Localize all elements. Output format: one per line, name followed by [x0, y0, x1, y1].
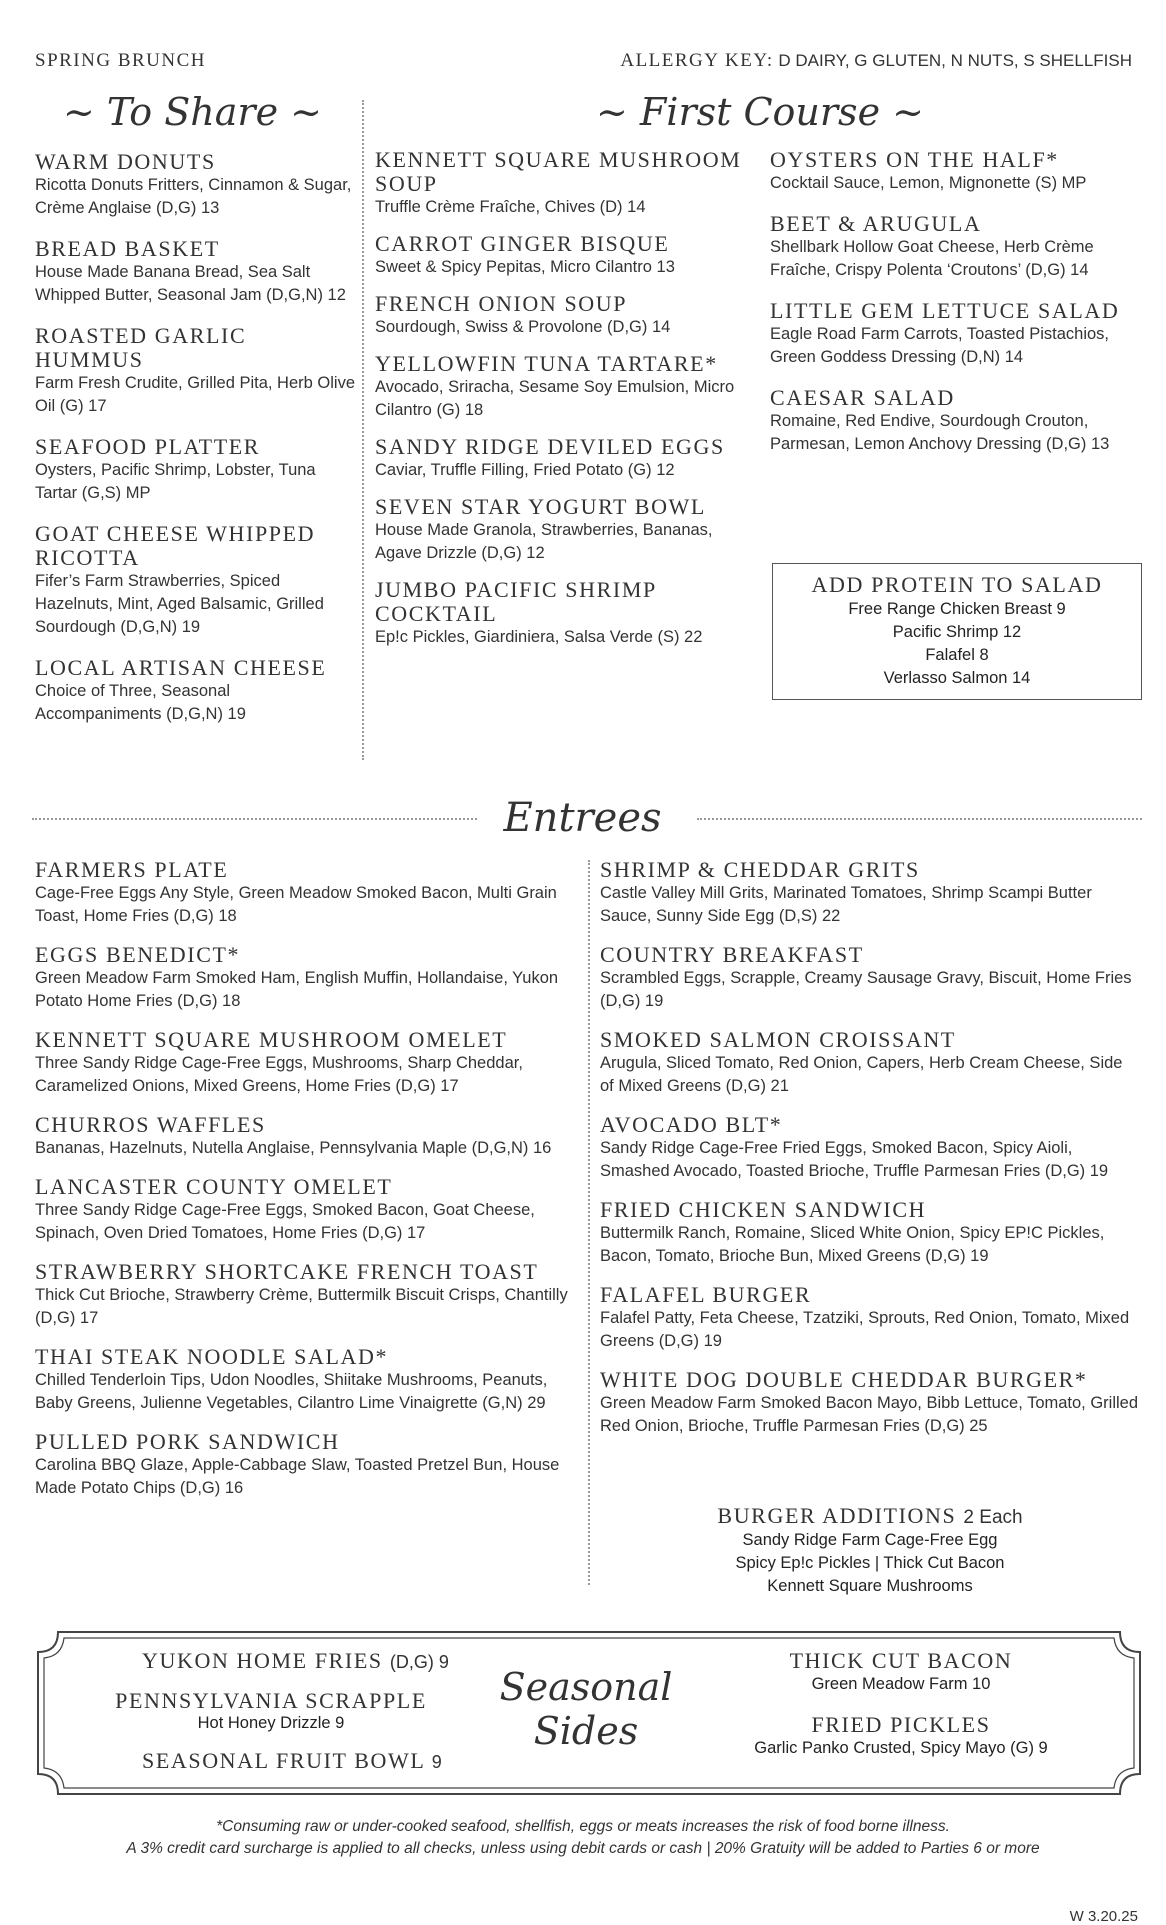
- menu-item-name: FALAFEL BURGER: [600, 1282, 812, 1307]
- menu-item-description: House Made Banana Bread, Sea Salt Whipped Butter, Seasonal Jam (D,G,N) 12: [35, 263, 346, 304]
- menu-item-name: ROASTED GARLIC HUMMUS: [35, 323, 247, 372]
- burger-addition-item: Sandy Ridge Farm Cage-Free Egg: [742, 1531, 998, 1549]
- surcharge-disclaimer: A 3% credit card surcharge is applied to all checks, unless using debit cards or cash | 20% Gratuity will be added to Parties 6 or more: [126, 1840, 1040, 1857]
- menu-item: [770, 212, 1140, 282]
- menu-item-description: Oysters, Pacific Shrimp, Lobster, Tuna Tartar (G,S) MP: [35, 461, 316, 502]
- menu-item-description: Sweet & Spicy Pepitas, Micro Cilantro 13: [375, 258, 675, 276]
- menu-item-description: Caviar, Truffle Filling, Fried Potato (G) 12: [375, 461, 675, 479]
- allergy-key-text: D DAIRY, G GLUTEN, N NUTS, S SHELLFISH: [778, 51, 1132, 70]
- menu-item: [375, 435, 755, 482]
- menu-item: [600, 1028, 1140, 1098]
- menu-item-name: LITTLE GEM LETTUCE SALAD: [770, 298, 1120, 323]
- menu-item: [35, 150, 355, 220]
- menu-item-description: Green Meadow Farm Smoked Ham, English Muffin, Hollandaise, Yukon Potato Home Fries (D,G) 18: [35, 969, 559, 1010]
- seasonal-sides-box: [36, 1630, 1142, 1796]
- menu-item-name: KENNETT SQUARE MUSHROOM OMELET: [35, 1027, 508, 1052]
- entrees-rule-left: [32, 818, 477, 820]
- menu-item-description: Bananas, Hazelnuts, Nutella Anglaise, Pennsylvania Maple (D,G,N) 16: [35, 1139, 552, 1157]
- menu-item-name: EGGS BENEDICT*: [35, 942, 241, 967]
- menu-item: [600, 1113, 1140, 1183]
- menu-item-description: Shellbark Hollow Goat Cheese, Herb Crème Fraîche, Crispy Polenta ‘Croutons’ (D,G) 14: [770, 238, 1094, 279]
- menu-item-description: Sandy Ridge Cage-Free Fried Eggs, Smoked Bacon, Spicy Aioli, Smashed Avocado, Toasted Brioche, Truffle Parmesan Fries (D,G) 19: [600, 1139, 1109, 1180]
- menu-item-name: AVOCADO BLT*: [600, 1112, 783, 1137]
- side-scrapple-desc: Hot Honey Drizzle 9: [197, 1714, 345, 1732]
- menu-item-name: CHURROS WAFFLES: [35, 1112, 266, 1137]
- menu-item: [35, 858, 580, 928]
- first-course-heading: ~ First Course ~: [596, 90, 924, 134]
- menu-item: [35, 943, 580, 1013]
- side-fruit: SEASONAL FRUIT BOWL 9: [142, 1748, 442, 1773]
- menu-item: [770, 148, 1140, 195]
- menu-item-name: JUMBO PACIFIC SHRIMP COCKTAIL: [375, 577, 657, 626]
- menu-item: [770, 299, 1140, 369]
- menu-item: [35, 1345, 580, 1415]
- to-share-heading: ~ To Share ~: [62, 90, 322, 134]
- menu-item: [600, 1368, 1140, 1438]
- first-course-right-list: [770, 148, 1140, 473]
- menu-item: [35, 1260, 580, 1330]
- menu-item-name: SHRIMP & CHEDDAR GRITS: [600, 857, 920, 882]
- divider-top: [362, 100, 364, 760]
- menu-item: [600, 943, 1140, 1013]
- menu-item-name: THAI STEAK NOODLE SALAD*: [35, 1344, 389, 1369]
- menu-item: [375, 292, 755, 339]
- menu-item-description: Chilled Tenderloin Tips, Udon Noodles, Shiitake Mushrooms, Peanuts, Baby Greens, Julienne Vegetables, Cilantro Lime Vinaigrette (G,N) 29: [35, 1371, 548, 1412]
- side-pickles-desc: Garlic Panko Crusted, Spicy Mayo (G) 9: [754, 1739, 1048, 1757]
- menu-item-description: Romaine, Red Endive, Sourdough Crouton, Parmesan, Lemon Anchovy Dressing (D,G) 13: [770, 412, 1110, 453]
- menu-item: [35, 1430, 580, 1500]
- menu-item-description: Fifer’s Farm Strawberries, Spiced Hazelnuts, Mint, Aged Balsamic, Grilled Sourdough (D,G,N) 19: [35, 572, 324, 636]
- burger-addition-item: Spicy Ep!c Pickles | Thick Cut Bacon: [735, 1554, 1005, 1572]
- menu-item-name: PULLED PORK SANDWICH: [35, 1429, 340, 1454]
- burger-additions-price: 2 Each: [963, 1507, 1023, 1528]
- protein-option: Falafel 8: [925, 646, 989, 664]
- burger-addition-item: Kennett Square Mushrooms: [767, 1577, 973, 1595]
- divider-entrees: [588, 860, 590, 1585]
- menu-item: [35, 435, 355, 505]
- menu-item: [375, 232, 755, 279]
- side-bacon: THICK CUT BACON: [789, 1648, 1013, 1673]
- protein-option: Verlasso Salmon 14: [883, 669, 1031, 687]
- protein-option: Pacific Shrimp 12: [892, 623, 1022, 641]
- first-course-mid-list: [375, 148, 755, 662]
- menu-item-description: Falafel Patty, Feta Cheese, Tzatziki, Sprouts, Red Onion, Tomato, Mixed Greens (D,G) 19: [600, 1309, 1130, 1350]
- seasonal-sides-heading: Seasonal Sides: [499, 1665, 673, 1753]
- menu-item: [35, 1113, 580, 1160]
- menu-item: [770, 386, 1140, 456]
- add-protein-box: [772, 563, 1142, 700]
- menu-version: W 3.20.25: [1069, 1908, 1138, 1925]
- menu-item-description: Green Meadow Farm Smoked Bacon Mayo, Bibb Lettuce, Tomato, Grilled Red Onion, Brioche, Truffle Parmesan Fries (D,G) 25: [600, 1394, 1139, 1435]
- allergy-key: [620, 50, 1132, 72]
- menu-item-description: Castle Valley Mill Grits, Marinated Tomatoes, Shrimp Scampi Butter Sauce, Sunny Side Egg (D,S) 22: [600, 884, 1092, 925]
- menu-item: [35, 656, 355, 726]
- menu-item-name: FARMERS PLATE: [35, 857, 229, 882]
- menu-item-description: Scrambled Eggs, Scrapple, Creamy Sausage Gravy, Biscuit, Home Fries (D,G) 19: [600, 969, 1132, 1010]
- menu-item: [35, 1175, 580, 1245]
- menu-item-description: Carolina BBQ Glaze, Apple-Cabbage Slaw, Toasted Pretzel Bun, House Made Potato Chips (D,G) 16: [35, 1456, 560, 1497]
- menu-item: [600, 1198, 1140, 1268]
- menu-item-description: Three Sandy Ridge Cage-Free Eggs, Smoked Bacon, Goat Cheese, Spinach, Oven Dried Tomatoes, Home Fries (D,G) 17: [35, 1201, 535, 1242]
- menu-item-name: SANDY RIDGE DEVILED EGGS: [375, 434, 725, 459]
- menu-item-description: Thick Cut Brioche, Strawberry Crème, Buttermilk Biscuit Crisps, Chantilly (D,G) 17: [35, 1286, 568, 1327]
- menu-item: [600, 858, 1140, 928]
- menu-item-name: KENNETT SQUARE MUSHROOM SOUP: [375, 147, 742, 196]
- menu-item-description: Three Sandy Ridge Cage-Free Eggs, Mushrooms, Sharp Cheddar, Caramelized Onions, Mixed Greens, Home Fries (D,G) 17: [35, 1054, 523, 1095]
- menu-item-name: SEAFOOD PLATTER: [35, 434, 261, 459]
- menu-item-name: LANCASTER COUNTY OMELET: [35, 1174, 393, 1199]
- menu-item-description: Cocktail Sauce, Lemon, Mignonette (S) MP: [770, 174, 1087, 192]
- menu-item-name: SEVEN STAR YOGURT BOWL: [375, 494, 706, 519]
- menu-item-name: GOAT CHEESE WHIPPED RICOTTA: [35, 521, 316, 570]
- protein-option: Free Range Chicken Breast 9: [848, 600, 1066, 618]
- menu-item-name: CARROT GINGER BISQUE: [375, 231, 670, 256]
- menu-item-name: CAESAR SALAD: [770, 385, 955, 410]
- menu-item-name: BREAD BASKET: [35, 236, 220, 261]
- menu-item: [375, 352, 755, 422]
- allergy-key-label: ALLERGY KEY:: [620, 50, 774, 71]
- entrees-rule-right: [697, 818, 1142, 820]
- menu-item-description: Ep!c Pickles, Giardiniera, Salsa Verde (S) 22: [375, 628, 703, 646]
- entrees-heading: Entrees: [503, 795, 662, 841]
- side-pickles: FRIED PICKLES: [811, 1712, 991, 1737]
- entrees-left-list: [35, 858, 580, 1515]
- menu-item: [35, 1028, 580, 1098]
- menu-item-name: FRIED CHICKEN SANDWICH: [600, 1197, 927, 1222]
- menu-item: [35, 324, 355, 418]
- menu-item-description: Eagle Road Farm Carrots, Toasted Pistachios, Green Goddess Dressing (D,N) 14: [770, 325, 1110, 366]
- menu-item-name: BEET & ARUGULA: [770, 211, 982, 236]
- side-bacon-desc: Green Meadow Farm 10: [811, 1675, 991, 1693]
- to-share-list: [35, 150, 355, 743]
- menu-item-name: FRENCH ONION SOUP: [375, 291, 628, 316]
- menu-item: [375, 578, 755, 649]
- menu-item-name: WHITE DOG DOUBLE CHEDDAR BURGER*: [600, 1367, 1088, 1392]
- menu-item-name: STRAWBERRY SHORTCAKE FRENCH TOAST: [35, 1259, 539, 1284]
- menu-item-description: Sourdough, Swiss & Provolone (D,G) 14: [375, 318, 671, 336]
- menu-item-name: SMOKED SALMON CROISSANT: [600, 1027, 956, 1052]
- add-protein-title: ADD PROTEIN TO SALAD: [811, 572, 1103, 597]
- menu-item: [375, 495, 755, 565]
- menu-item-description: Ricotta Donuts Fritters, Cinnamon & Sugar, Crème Anglaise (D,G) 13: [35, 176, 352, 217]
- burger-additions: [600, 1503, 1140, 1598]
- menu-item-name: OYSTERS ON THE HALF*: [770, 147, 1059, 172]
- side-scrapple: PENNSYLVANIA SCRAPPLE: [115, 1688, 427, 1713]
- menu-item: [375, 148, 755, 219]
- menu-item-description: Avocado, Sriracha, Sesame Soy Emulsion, Micro Cilantro (G) 18: [375, 378, 735, 419]
- raw-food-disclaimer: *Consuming raw or under-cooked seafood, shellfish, eggs or meats increases the risk of food borne illness.: [216, 1818, 950, 1835]
- menu-item-name: WARM DONUTS: [35, 149, 216, 174]
- menu-item-description: Farm Fresh Crudite, Grilled Pita, Herb Olive Oil (G) 17: [35, 374, 356, 415]
- menu-item: [600, 1283, 1140, 1353]
- menu-item-name: LOCAL ARTISAN CHEESE: [35, 655, 327, 680]
- menu-item: [35, 237, 355, 307]
- menu-item-description: Arugula, Sliced Tomato, Red Onion, Capers, Herb Cream Cheese, Side of Mixed Greens (D,G) 21: [600, 1054, 1123, 1095]
- menu-item-name: YELLOWFIN TUNA TARTARE*: [375, 351, 718, 376]
- menu-title: SPRING BRUNCH: [35, 50, 207, 71]
- side-yukon: YUKON HOME FRIES (D,G) 9: [142, 1648, 449, 1673]
- menu-item-description: Cage-Free Eggs Any Style, Green Meadow Smoked Bacon, Multi Grain Toast, Home Fries (D,G) 18: [35, 884, 557, 925]
- menu-item-name: COUNTRY BREAKFAST: [600, 942, 864, 967]
- menu-item-description: Buttermilk Ranch, Romaine, Sliced White Onion, Spicy EP!C Pickles, Bacon, Tomato, Brioche Bun, Mixed Greens (D,G) 19: [600, 1224, 1105, 1265]
- menu-item-description: Truffle Crème Fraîche, Chives (D) 14: [375, 198, 646, 216]
- menu-item-description: House Made Granola, Strawberries, Bananas, Agave Drizzle (D,G) 12: [375, 521, 713, 562]
- menu-item: [35, 522, 355, 639]
- menu-item-description: Choice of Three, Seasonal Accompaniments (D,G,N) 19: [35, 682, 246, 723]
- entrees-right-list: [600, 858, 1140, 1453]
- burger-additions-title: BURGER ADDITIONS 2 Each: [717, 1503, 1023, 1528]
